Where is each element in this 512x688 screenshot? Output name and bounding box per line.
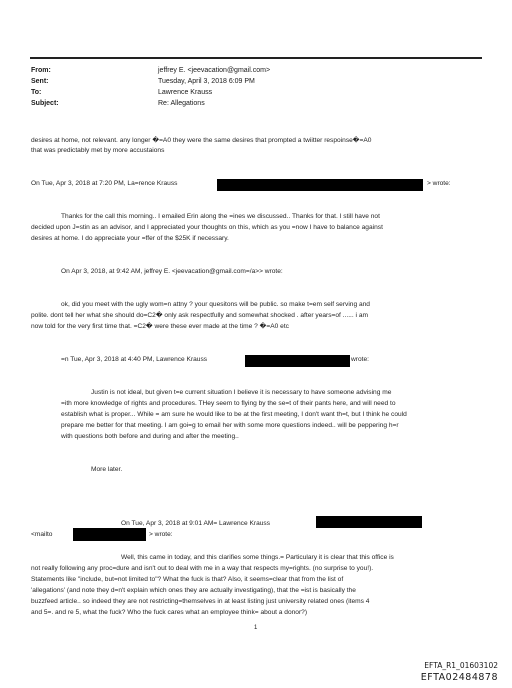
footer-reference-2: EFTA02484878 xyxy=(420,672,498,683)
redaction-box xyxy=(73,528,146,541)
body-line: ok, did you meet with the ugly wom=n attny ? your quesitons will be public. so make t=em self serving and xyxy=(61,301,370,308)
sent-label: Sent: xyxy=(31,78,49,85)
body-line: desires at home, not relevant. any longer �=A0 they were the same desires that prompted a twiitter respoinse�=A0 xyxy=(31,137,372,144)
quote-header: On Apr 3, 2018, at 9:42 AM, jeffrey E. <jeevacation@gmail.com=/a>> wrote: xyxy=(61,268,283,275)
subject-label: Subject: xyxy=(31,100,59,107)
body-line: 'allegations' (and note they d=n't explain which ones they are actually investigating), that the =ist is basically the xyxy=(31,587,356,594)
from-value: jeffrey E. <jeevacation@gmail.com> xyxy=(158,67,271,74)
to-label: To: xyxy=(31,89,42,96)
sent-value: Tuesday, April 3, 2018 6:09 PM xyxy=(158,78,255,85)
redaction-box xyxy=(245,355,350,367)
quote-header: On Tue, Apr 3, 2018 at 7:20 PM, La=rence Krauss xyxy=(31,180,178,187)
footer-reference-1: EFTA_R1_01603102 xyxy=(424,661,498,670)
quote-header-suffix: > wrote: xyxy=(427,180,451,187)
page-number: 1 xyxy=(254,625,258,631)
body-line: not really following any proc=dure and isn't out to deal with me in a way that respects my=rights. (no surprise to you!). xyxy=(31,565,374,572)
quote-header-suffix: wrote: xyxy=(351,356,369,363)
subject-value: Re: Allegations xyxy=(158,100,205,107)
redaction-box xyxy=(217,179,423,191)
quote-header: =n Tue, Apr 3, 2018 at 4:40 PM, Lawrence Krauss xyxy=(61,356,208,363)
mailto-text: <mailto xyxy=(31,531,53,538)
quote-header-suffix: > wrote: xyxy=(149,531,173,538)
body-line: that was predictably met by more accustaions xyxy=(31,147,165,154)
body-line: desires at home. I do appreciate your =ffer of the $25K if necessary. xyxy=(31,235,229,242)
body-line: buzzfeed article.. so indeed they are not restricting=themselves in at least listing just university related ones (items 4 xyxy=(31,598,370,605)
header-rule xyxy=(30,57,482,59)
body-line: now told for the very first time that. =C2� were these ever made at the time ? �=A0 etc xyxy=(31,323,289,330)
redaction-box xyxy=(316,516,422,528)
body-line: Thanks for the call this morning.. I emailed Erin along the =ines we discussed.. Thanks for that. I still have not xyxy=(61,213,380,220)
body-line: Statements like "include, but=not limited to"? What the fuck is that? Also, it seems=clear that from the list of xyxy=(31,576,344,583)
body-line: decided upon J=stin as an advisor, and I appreciated your thoughts on this, which as you =now I have to balance against xyxy=(31,224,383,231)
from-label: From: xyxy=(31,67,51,74)
body-line: and 5=. and re 5, what the fuck? Who the fuck cares what an employee think= about a donor?) xyxy=(31,609,308,616)
body-line: establish what is proper... While = am sure he would like to be at the first meeting, I don't want th=t, but I think he could xyxy=(61,411,407,418)
to-value: Lawrence Krauss xyxy=(158,89,213,96)
body-line: Justin is not ideal, but given t=e current situation I believe it is necessary to have someone advising me xyxy=(91,389,392,396)
body-line: More later. xyxy=(91,466,123,473)
quote-header: On Tue, Apr 3, 2018 at 9:01 AM= Lawrence Krauss xyxy=(121,520,270,527)
body-line: =ith more knowledge of rights and procedures. THey seem to flying by the se=t of their pants here, and will need to xyxy=(61,400,396,407)
body-line: prepare me better for that meeting. I am goi=g to email her with some more questions indeed.. will be peppering h=r xyxy=(61,422,399,429)
body-line: with questions both before and during and after the meeting.. xyxy=(61,433,239,440)
body-line: Well, this came in today, and this clarifies some things.= Particulary it is clear that this office is xyxy=(121,554,394,561)
body-line: polite. dont tell her what she should do=C2� only ask respectfully and somewhat shocked . after years=of ...... i am xyxy=(31,312,368,319)
